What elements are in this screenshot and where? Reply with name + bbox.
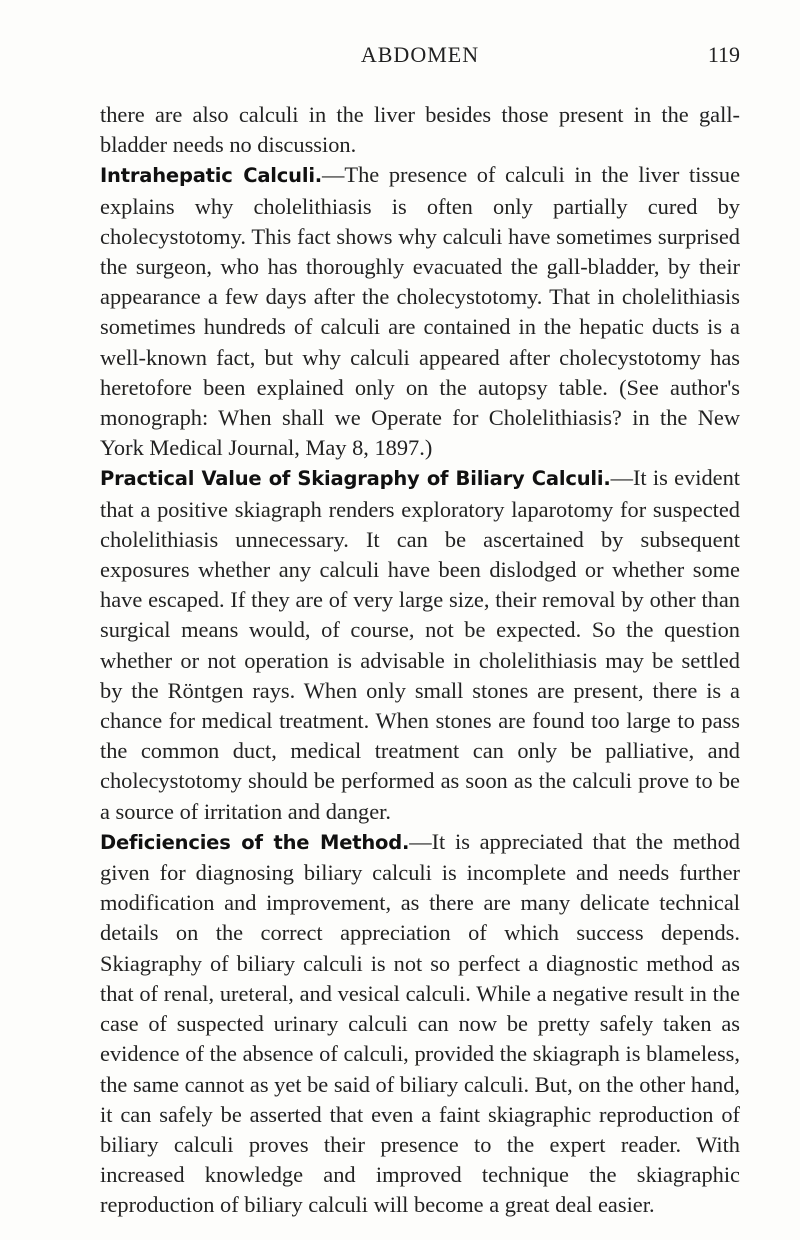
running-head [100, 42, 740, 72]
body-text [100, 100, 740, 1221]
paragraph-text: —The presence of calculi in the liver tissue explains why cholelithiasis is often only partially cured by cholecystotomy. This fact shows why calculi have sometimes surprised the surgeon, who has thoroughly evacuated the gall-bladder, by their appearance a few days after the cholecystotomy. That in cholelithiasis sometimes hundreds of calculi are contained in the hepatic ducts is a well-known fact, but why calculi appeared after cholecystotomy has heretofore been explained only on the autopsy table. (See author's monograph: When shall we Operate for Cholelithiasis? in the New York Medical Journal, May 8, 1897.) [100, 162, 741, 461]
paragraph-practical-value [100, 463, 740, 826]
paragraph-deficiencies [100, 827, 740, 1221]
paragraph-intrahepatic-calculi [100, 160, 740, 463]
paragraph-continuation [100, 100, 740, 160]
paragraph-text: there are also calculi in the liver besides those present in the gall-bladder needs no discussion. [100, 102, 740, 158]
section-heading: Deficiencies of the Method. [100, 830, 410, 854]
paragraph-text: —It is evident that a positive skiagraph renders exploratory laparotomy for suspected cholelithiasis unnecessary. It can be ascertained by subsequent exposures whether any calculi have been dislodged or whether some have escaped. If they are of very large size, their removal by other than surgical means would, of course, not be expected. So the question whether or not operation is advisable in cholelithiasis may be settled by the Röntgen rays. When only small stones are present, there is a chance for medical treatment. When stones are found too large to pass the common duct, medical treatment can only be palliative, and cholecystotomy should be performed as soon as the calculi prove to be a source of irritation and danger. [100, 465, 740, 824]
page-number: 119 [707, 42, 740, 67]
section-heading: Practical Value of Skiagraphy of Biliary Calculi. [100, 467, 611, 491]
section-heading: Intrahepatic Calculi. [100, 164, 323, 188]
paragraph-text: —It is appreciated that the method given for diagnosing biliary calculi is incomplete and needs further modification and improvement, as there are many delicate technical details on the correct appreciation of which success depends. Skiagraphy of biliary calculi is not so perfect a diagnostic method as that of renal, ureteral, and vesical calculi. While a negative result in the case of suspected urinary calculi can now be pretty safely taken as evidence of the absence of calculi, provided the skiagraph is blameless, the same cannot as yet be said of biliary calculi. But, on the other hand, it can safely be asserted that even a faint skiagraphic reproduction of biliary calculi proves their presence to the expert reader. With increased knowledge and improved technique the skiagraphic reproduction of biliary calculi will become a great deal easier. [100, 828, 740, 1218]
running-title: ABDOMEN [360, 42, 480, 67]
